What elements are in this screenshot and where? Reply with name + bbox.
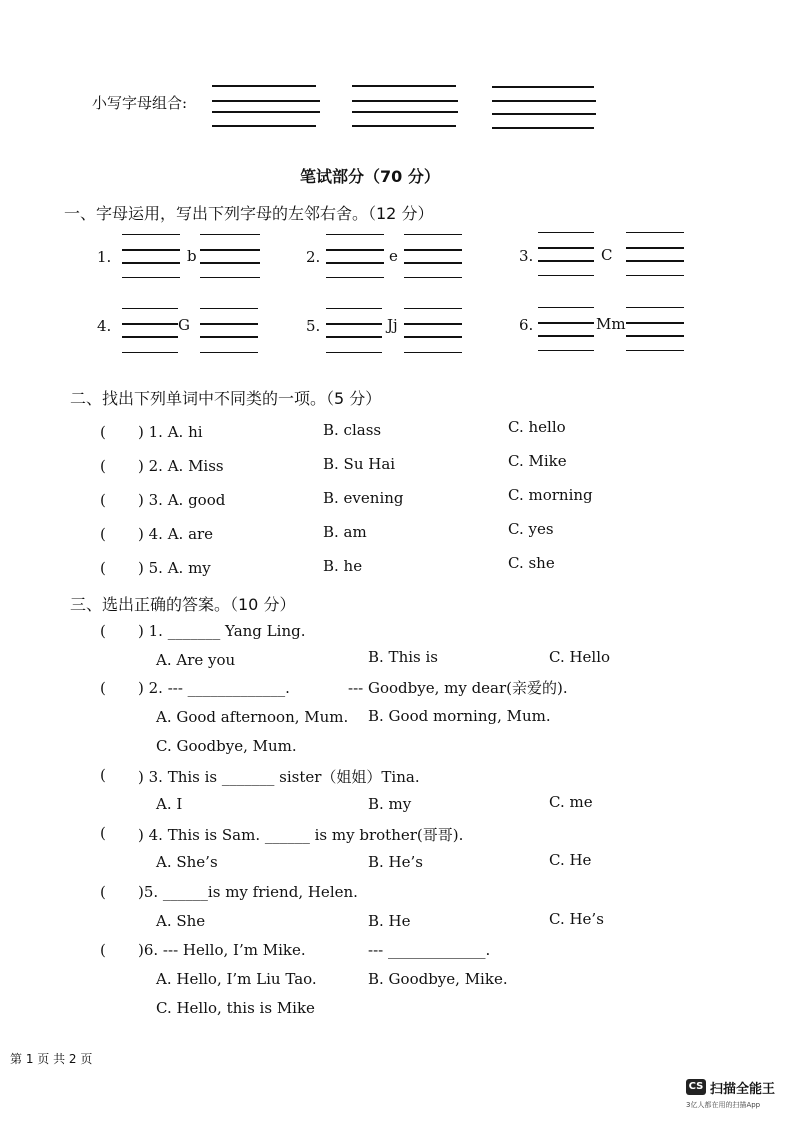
option-b: B. He’s (368, 853, 423, 871)
scanner-app-logo: CS (686, 1079, 706, 1095)
option-a: A. Are you (156, 651, 236, 669)
option-b: B. he (323, 557, 363, 575)
option-c: C. Hello (549, 648, 611, 666)
question-stem: ) 4. This is Sam. ______ is my brother(哥哥). (138, 826, 464, 844)
option-a: A. She’s (156, 853, 218, 871)
item-number: 2. (306, 248, 321, 266)
answer-paren[interactable]: ( (100, 423, 106, 441)
reply-text: --- _____________. (368, 941, 491, 959)
option-b: B. am (323, 523, 367, 541)
letter-prompt: Jj (387, 316, 398, 334)
scanner-app-name: 扫描全能王 (710, 1082, 776, 1097)
option-b: B. Good morning, Mum. (368, 707, 551, 725)
section-1-title: 一、字母运用，写出下列字母的左邻右舍。（12 分） (64, 204, 434, 223)
question-stem: )5. ______is my friend, Helen. (138, 883, 358, 901)
scanner-app-tagline: 3亿人都在用的扫描App (686, 1101, 761, 1109)
answer-paren[interactable]: ( (100, 766, 106, 784)
question-stem: ) 3. This is _______ sister（姐姐）Tina. (138, 768, 420, 786)
letter-prompt: G (178, 316, 190, 334)
question-stem: ) 2. A. Miss (138, 457, 224, 475)
page-number: 第 1 页 共 2 页 (10, 1052, 93, 1066)
option-c: C. morning (508, 486, 593, 504)
option-b: B. Su Hai (323, 455, 396, 473)
option-c: C. He’s (549, 910, 604, 928)
letter-prompt: e (389, 247, 398, 265)
section-3-title: 三、选出正确的答案。（10 分） (70, 595, 296, 614)
answer-paren[interactable]: ( (100, 824, 106, 842)
answer-paren[interactable]: ( (100, 883, 106, 901)
section-2-title: 二、找出下列单词中不同类的一项。（5 分） (70, 389, 382, 408)
option-b: B. He (368, 912, 411, 930)
item-number: 5. (306, 317, 321, 335)
lowercase-combo-label: 小写字母组合: (92, 94, 188, 112)
option-c: C. Hello, this is Mike (156, 999, 315, 1017)
option-c: C. hello (508, 418, 566, 436)
answer-paren[interactable]: ( (100, 941, 106, 959)
letter-prompt: Mm (596, 315, 626, 333)
option-c: C. she (508, 554, 555, 572)
question-stem: ) 4. A. are (138, 525, 214, 543)
option-c: C. Mike (508, 452, 567, 470)
option-b: B. class (323, 421, 382, 439)
question-stem: ) 5. A. my (138, 559, 211, 577)
option-b: B. my (368, 795, 412, 813)
letter-prompt: C (601, 246, 613, 264)
question-stem: ) 1. A. hi (138, 423, 203, 441)
question-stem: ) 2. --- _____________. (138, 679, 290, 697)
answer-paren[interactable]: ( (100, 457, 106, 475)
answer-paren[interactable]: ( (100, 525, 106, 543)
option-a: A. Good afternoon, Mum. (156, 708, 349, 726)
option-a: A. I (156, 795, 183, 813)
question-stem: ) 1. _______ Yang Ling. (138, 622, 306, 640)
item-number: 1. (97, 248, 112, 266)
reply-text: --- Goodbye, my dear(亲爱的). (348, 679, 568, 697)
letter-prompt: b (187, 247, 197, 265)
question-stem: ) 3. A. good (138, 491, 226, 509)
option-a: A. Hello, I’m Liu Tao. (156, 970, 317, 988)
item-number: 3. (519, 247, 534, 265)
option-b: B. This is (368, 648, 438, 666)
answer-paren[interactable]: ( (100, 559, 106, 577)
option-c: C. Goodbye, Mum. (156, 737, 297, 755)
option-b: B. evening (323, 489, 404, 507)
option-c: C. yes (508, 520, 554, 538)
answer-paren[interactable]: ( (100, 491, 106, 509)
option-c: C. He (549, 851, 592, 869)
option-a: A. She (156, 912, 206, 930)
answer-paren[interactable]: ( (100, 622, 106, 640)
answer-paren[interactable]: ( (100, 679, 106, 697)
item-number: 6. (519, 316, 534, 334)
written-part-title: 笔试部分（70 分） (300, 167, 440, 186)
question-stem: )6. --- Hello, I’m Mike. (138, 941, 306, 959)
item-number: 4. (97, 317, 112, 335)
option-c: C. me (549, 793, 593, 811)
option-b: B. Goodbye, Mike. (368, 970, 508, 988)
